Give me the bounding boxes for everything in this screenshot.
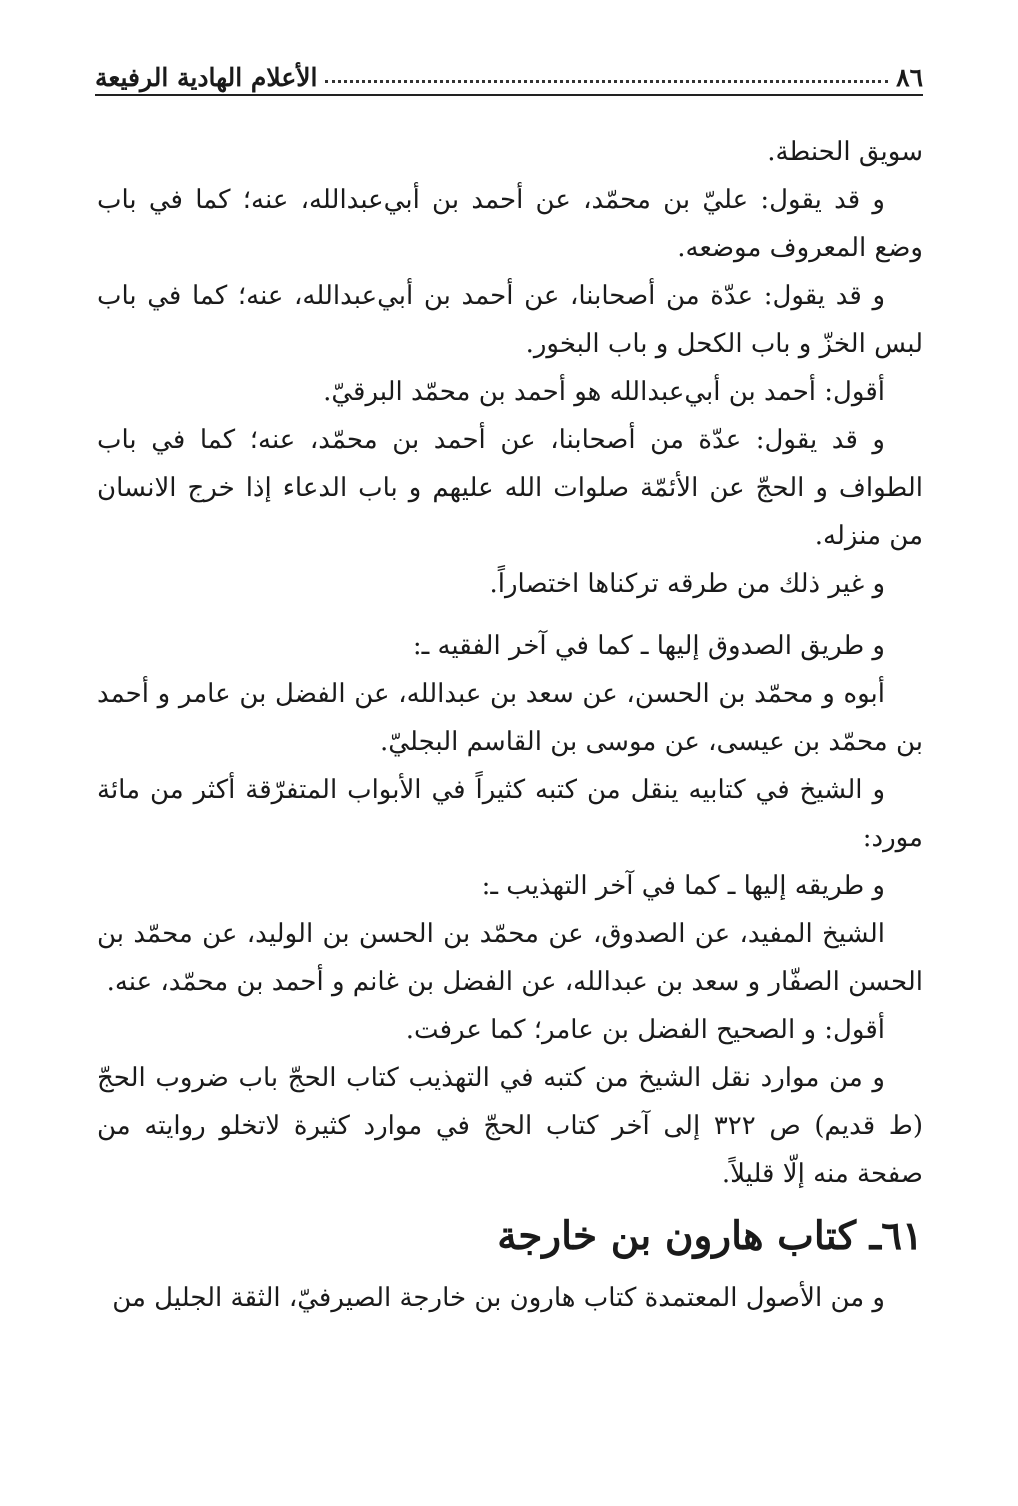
page-number: ٨٦ [896, 63, 923, 92]
paragraph: و الشيخ في كتابيه ينقل من كتبه كثيراً في الأبواب المتفرّقة أكثر من مائة مورد: [97, 775, 923, 853]
spacer [97, 1260, 923, 1274]
section-heading: ٦١ـ كتاب هارون بن خارجة [497, 1213, 923, 1259]
paragraph: سويق الحنطة. [767, 137, 923, 167]
paragraph: أقول: و الصحيح الفضل بن عامر؛ كما عرفت. [405, 1015, 885, 1045]
paragraph: و غير ذلك من طرقه تركناها اختصاراً. [489, 569, 885, 599]
paragraph: أبوه و محمّد بن الحسن، عن سعد بن عبدالله، عن الفضل بن عامر و أحمد بن محمّد بن عيسى، عن موسى بن القاسم البجليّ. [97, 679, 923, 757]
spacer [97, 608, 923, 622]
paragraph: أقول: أحمد بن أبي‌عبدالله هو أحمد بن محمّد البرقيّ. [323, 377, 885, 407]
paragraph: و قد يقول: عدّة من أصحابنا، عن أحمد بن محمّد، عنه؛ كما في باب الطواف و الحجّ عن الأئمّة صلوات الله عليهم و باب الدعاء إذا خرج الانسان من منزله. [97, 425, 923, 551]
page-body [97, 128, 923, 1322]
paragraph: و طريق الصدوق إليها ـ كما في آخر الفقيه ـ: [412, 631, 885, 661]
paragraph: الشيخ المفيد، عن الصدوق، عن محمّد بن الحسن بن الوليد، عن محمّد بن الحسن الصفّار و سعد بن عبدالله، عن الفضل بن غانم و أحمد بن محمّد، عنه. [97, 919, 923, 997]
paragraph: و قد يقول: عليّ بن محمّد، عن أحمد بن أبي‌عبدالله، عنه؛ كما في باب وضع المعروف موضعه. [97, 185, 923, 263]
header-divider [95, 94, 923, 96]
spacer [97, 1198, 923, 1212]
running-header [95, 48, 923, 92]
paragraph: و طريقه إليها ـ كما في آخر التهذيب ـ: [481, 871, 885, 901]
book-title: الأعلام الهادية الرفيعة [95, 63, 318, 92]
paragraph: و من موارد نقل الشيخ من كتبه في التهذيب كتاب الحجّ باب ضروب الحجّ (ط قديم) ص ٣٢٢ إلى آخر كتاب الحجّ في موارد كثيرة لاتخلو روايته من صفحة منه إلّا قليلاً. [97, 1063, 923, 1189]
paragraph: و من الأصول المعتمدة كتاب هارون بن خارجة الصيرفيّ، الثقة الجليل من [112, 1283, 885, 1313]
paragraph: و قد يقول: عدّة من أصحابنا، عن أحمد بن أبي‌عبدالله، عنه؛ كما في باب لبس الخزّ و باب الكحل و باب البخور. [97, 281, 923, 359]
header-leader-dots [325, 80, 888, 83]
